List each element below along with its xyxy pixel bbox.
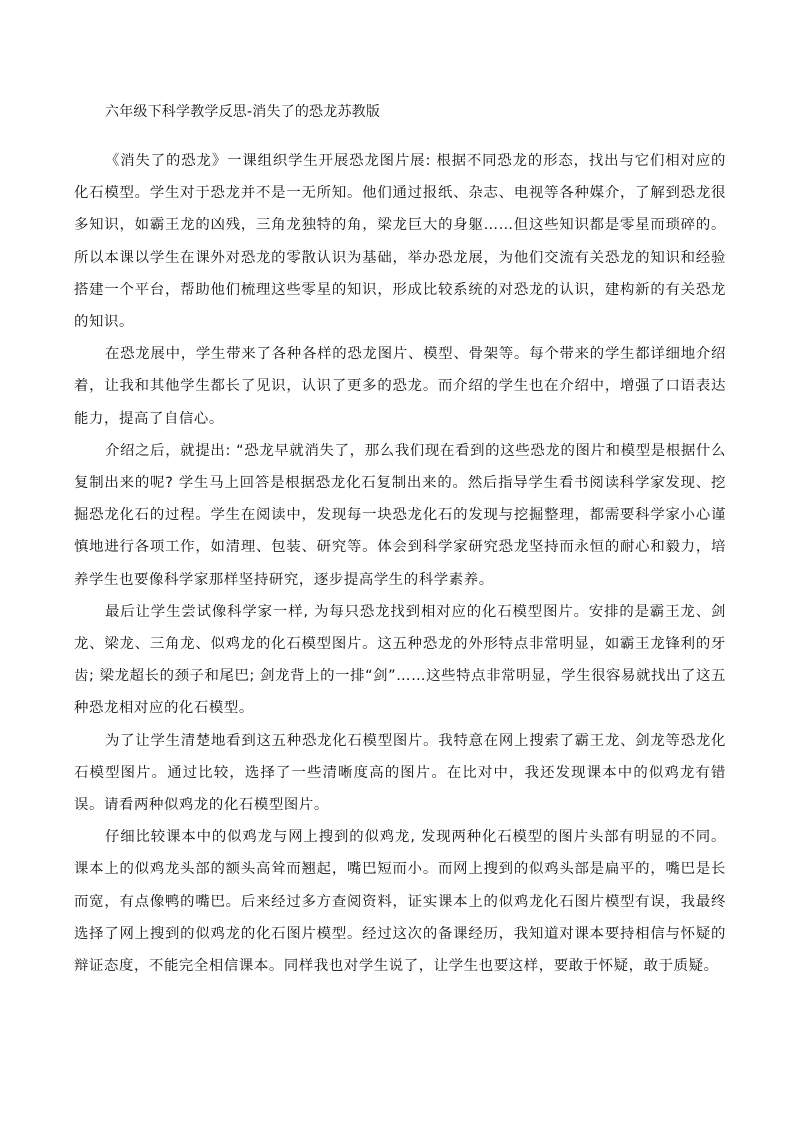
paragraph-1: 《消失了的恐龙》一课组织学生开展恐龙图片展: 根据不同恐龙的形态，找出与它们相对应的化石模型。学生对于恐龙并不是一无所知。他们通过报纸、杂志、电视等各种媒介，了解到恐龙很多知识，如霸王龙的凶残，三角龙独特的角，梁龙巨大的身躯……但这些知识都是零星而琐碎的。所以本课以学生在课外对恐龙的零散认识为基础，举办恐龙展，为他们交流有关恐龙的知识和经验搭建一个平台，帮助他们梳理这些零星的知识，形成比较系统的对恐龙的认识，建构新的有关恐龙的知识。 bbox=[74, 153, 726, 331]
paragraph-6: 仔细比较课本中的似鸡龙与网上搜到的似鸡龙, 发现两种化石模型的图片头部有明显的不同。课本上的似鸡龙头部的额头高耸而翘起，嘴巴短而小。而网上搜到的似鸡头部是扁平的，嘴巴是长而宽，有点像鸭的嘴巴。后来经过多方查阅资料，证实课本上的似鸡龙化石图片模型有误，我最终选择了网上搜到的似鸡龙的化石图片模型。经过这次的备课经历，我知道对课本要持相信与怀疑的辩证态度，不能完全相信课本。同样我也对学生说了，让学生也要这样，要敢于怀疑，敢于质疑。 bbox=[74, 829, 726, 975]
paragraph-4: 最后让学生尝试像科学家一样, 为每只恐龙找到相对应的化石模型图片。安排的是霸王龙、剑龙、梁龙、三角龙、似鸡龙的化石模型图片。这五种恐龙的外形特点非常明显，如霸王龙锋利的牙齿; 梁龙超长的颈子和尾巴; 剑龙背上的一排“剑”……这些特点非常明显，学生很容易就找出了这五种恐龙相对应的化石模型。 bbox=[74, 603, 726, 717]
document-body bbox=[74, 145, 726, 982]
document-title: 六年级下科学教学反思-消失了的恐龙苏教版 bbox=[105, 104, 381, 120]
paragraph-3: 介绍之后，就提出: “恐龙早就消失了，那么我们现在看到的这些恐龙的图片和模型是根据什么复制出来的呢? 学生马上回答是根据恐龙化石复制出来的。然后指导学生看书阅读科学家发现、挖掘恐龙化石的过程。学生在阅读中，发现每一块恐龙化石的发现与挖掘整理，都需要科学家小心谨慎地进行各项工作，如清理、包装、研究等。体会到科学家研究恐龙坚持而永恒的耐心和毅力，培养学生也要像科学家那样坚持研究，逐步提高学生的科学素养。 bbox=[74, 442, 726, 588]
paragraph-2: 在恐龙展中，学生带来了各种各样的恐龙图片、模型、骨架等。每个带来的学生都详细地介绍着，让我和其他学生都长了见识，认识了更多的恐龙。而介绍的学生也在介绍中，增强了口语表达能力，提高了自信心。 bbox=[74, 346, 726, 427]
paragraph-5: 为了让学生清楚地看到这五种恐龙化石模型图片。我特意在网上搜索了霸王龙、剑龙等恐龙化石模型图片。通过比较，选择了一些清晰度高的图片。在比对中，我还发现课本中的似鸡龙有错误。请看两种似鸡龙的化石模型图片。 bbox=[74, 732, 726, 814]
